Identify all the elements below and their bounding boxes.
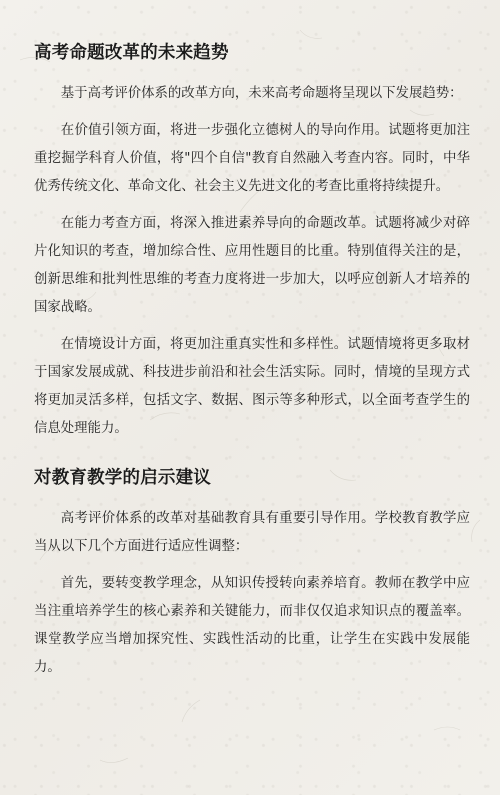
paragraph: 基于高考评价体系的改革方向，未来高考命题将呈现以下发展趋势： bbox=[60, 86, 463, 101]
section-body-teaching-suggestions bbox=[34, 505, 470, 682]
paragraph: 在能力考查方面，将深入推进素养导向的命题改革。试题将减少对碎片化知识的考查，增加综合性、应用性题目的比重。特别值得关注的是，创新思维和批判性思维的考查力度将进一步加大，以呼应创新人才培养的国家战略。 bbox=[34, 216, 470, 315]
section-title-teaching-suggestions: 对教育教学的启示建议 bbox=[34, 468, 211, 488]
paragraph: 在情境设计方面，将更加注重真实性和多样性。试题情境将更多取材于国家发展成就、科技进步前沿和社会生活实际。同时，情境的呈现方式将更加灵活多样，包括文字、数据、图示等多种形式，以全面考查学生的信息处理能力。 bbox=[34, 337, 470, 436]
paragraph: 首先，要转变教学理念，从知识传授转向素养培育。教师在教学中应当注重培养学生的核心素养和关键能力，而非仅仅追求知识点的覆盖率。课堂教学应当增加探究性、实践性活动的比重，让学生在实践中发展能力。 bbox=[34, 576, 470, 675]
paragraph: 高考评价体系的改革对基础教育具有重要引导作用。学校教育教学应当从以下几个方面进行适应性调整： bbox=[34, 511, 470, 554]
section-body-future-trends bbox=[34, 80, 470, 443]
section-title-future-trends: 高考命题改革的未来趋势 bbox=[34, 43, 229, 63]
paragraph: 在价值引领方面，将进一步强化立德树人的导向作用。试题将更加注重挖掘学科育人价值，将"四个自信"教育自然融入考查内容。同时，中华优秀传统文化、革命文化、社会主义先进文化的考查比重将持续提升。 bbox=[34, 123, 470, 194]
